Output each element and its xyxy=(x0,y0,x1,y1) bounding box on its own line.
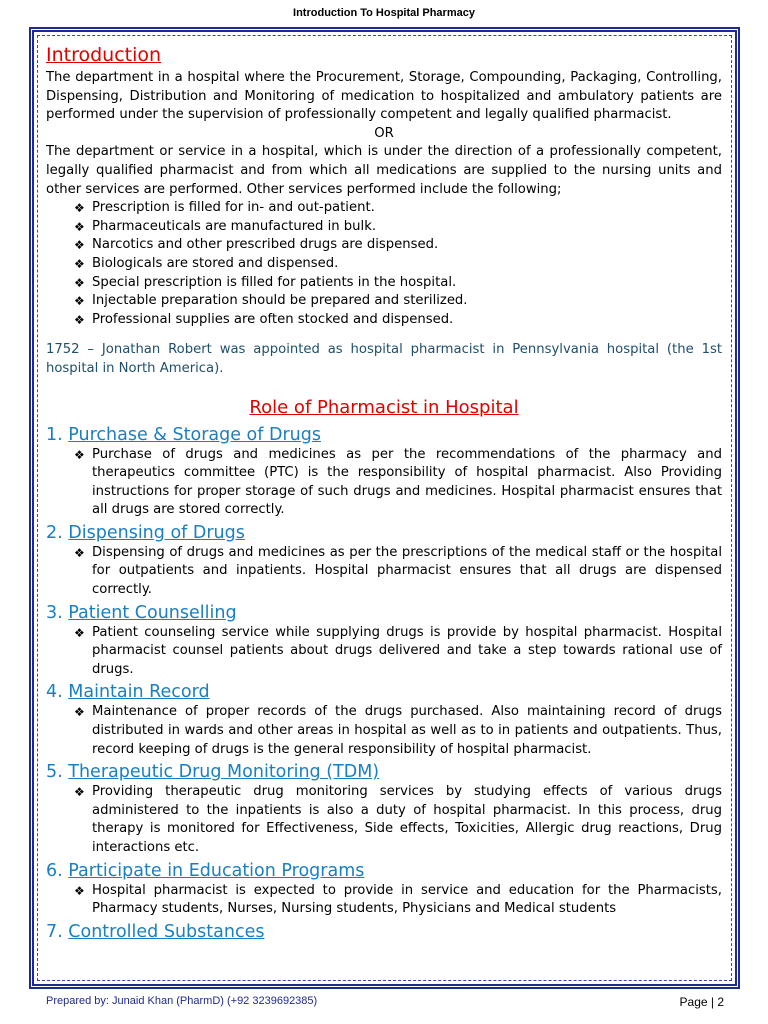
section-body-patient-counselling: ❖ Patient counseling service while supplying drugs is provide by hospital pharmacist. Hospital pharmacist counsel patients about drugs delivered and take a step towards rational use of drugs. xyxy=(74,624,722,677)
section-body-purchase-storage: ❖ Purchase of drugs and medicines as per the recommendations of the pharmacy and therapeutics committee (PTC) is the responsibility of hospital pharmacist. Also Providing instructions for proper storage of such drugs and medicines. Hospital pharmacist ensures that all drugs are stored correctly. xyxy=(74,446,722,518)
diamond-bullet-icon: ❖ xyxy=(74,294,85,309)
diamond-bullet-icon: ❖ xyxy=(74,275,85,290)
section-heading-patient-counselling: 3. Patient Counselling xyxy=(46,602,237,623)
list-item: ❖ Prescription is filled for in- and out-patient. xyxy=(74,199,722,218)
role-heading: Role of Pharmacist in Hospital xyxy=(249,396,519,418)
diamond-bullet-icon: ❖ xyxy=(74,785,85,800)
list-item: ❖ Biologicals are stored and dispensed. xyxy=(74,255,722,274)
diamond-bullet-icon: ❖ xyxy=(74,201,85,216)
list-item: ❖ Pharmaceuticals are manufactured in bulk. xyxy=(74,218,722,237)
diamond-bullet-icon: ❖ xyxy=(74,238,85,253)
intro-paragraph-2: The department or service in a hospital, which is under the direction of a professionally competent, legally qualified pharmacist and from which all medications are supplied to the nursing units and other services are performed. Other services performed include the following; xyxy=(46,144,722,197)
history-note: 1752 – Jonathan Robert was appointed as hospital pharmacist in Pennsylvania hospital (the 1st hospital in North America). xyxy=(46,342,722,376)
section-body-dispensing: ❖ Dispensing of drugs and medicines as per the prescriptions of the medical staff or the hospital for outpatients and inpatients. Hospital pharmacist ensures that all drugs are dispensed correctly. xyxy=(74,544,722,598)
page-header-title: Introduction To Hospital Pharmacy xyxy=(293,7,475,19)
section-heading-maintain-record: 4. Maintain Record xyxy=(46,682,210,703)
section-body-education: ❖ Hospital pharmacist is expected to provide in service and education for the Pharmacists, Pharmacy students, Nurses, Nursing students, Physicians and Medical students xyxy=(74,882,722,917)
diamond-bullet-icon: ❖ xyxy=(74,312,85,327)
section-heading-education: 6. Participate in Education Programs xyxy=(46,860,365,881)
section-heading-controlled-substances: 7. Controlled Substances xyxy=(46,921,265,942)
diamond-bullet-icon: ❖ xyxy=(74,625,85,640)
list-item: ❖ Narcotics and other prescribed drugs are dispensed. xyxy=(74,236,722,255)
footer-prepared-by: Prepared by: Junaid Khan (PharmD) (+92 3239692385) xyxy=(46,995,318,1007)
diamond-bullet-icon: ❖ xyxy=(74,705,85,720)
list-item: ❖ Injectable preparation should be prepared and sterilized. xyxy=(74,292,722,311)
diamond-bullet-icon: ❖ xyxy=(74,256,85,271)
section-body-tdm: ❖ Providing therapeutic drug monitoring services by studying effects of various drugs administered to the inpatients is also a duty of hospital pharmacist. In this process, drug therapy is monitored for Effectiveness, Side effects, Toxicities, Allergic drug reactions, Drug interactions etc. xyxy=(74,784,722,855)
or-separator: OR xyxy=(374,125,394,141)
section-body-maintain-record: ❖ Maintenance of proper records of the drugs purchased. Also maintaining record of drugs distributed in wards and other areas in hospital as well as to in patients and outpatients. Thus, record keeping of drugs is the general responsibility of hospital pharmacist. xyxy=(74,704,722,757)
services-list xyxy=(74,199,722,329)
section-heading-tdm: 5. Therapeutic Drug Monitoring (TDM) xyxy=(46,762,380,783)
list-item: ❖ Special prescription is filled for patients in the hospital. xyxy=(74,274,722,293)
list-item: ❖ Professional supplies are often stocked and dispensed. xyxy=(74,311,722,330)
introduction-heading: Introduction xyxy=(46,44,162,66)
document-body xyxy=(46,43,722,943)
diamond-bullet-icon: ❖ xyxy=(74,219,85,234)
footer-page-number: Page | 2 xyxy=(679,995,724,1009)
diamond-bullet-icon: ❖ xyxy=(74,883,85,898)
section-heading-dispensing: 2. Dispensing of Drugs xyxy=(46,522,245,543)
diamond-bullet-icon: ❖ xyxy=(74,447,85,462)
diamond-bullet-icon: ❖ xyxy=(74,545,85,560)
section-heading-purchase-storage: 1. Purchase & Storage of Drugs xyxy=(46,424,321,445)
intro-paragraph-1: The department in a hospital where the Procurement, Storage, Compounding, Packaging, Controlling, Dispensing, Distribution and Monitoring of medication to hospitalized and ambulatory patients are performed under the supervision of professionally competent and legally qualified pharmacist. xyxy=(46,70,722,123)
